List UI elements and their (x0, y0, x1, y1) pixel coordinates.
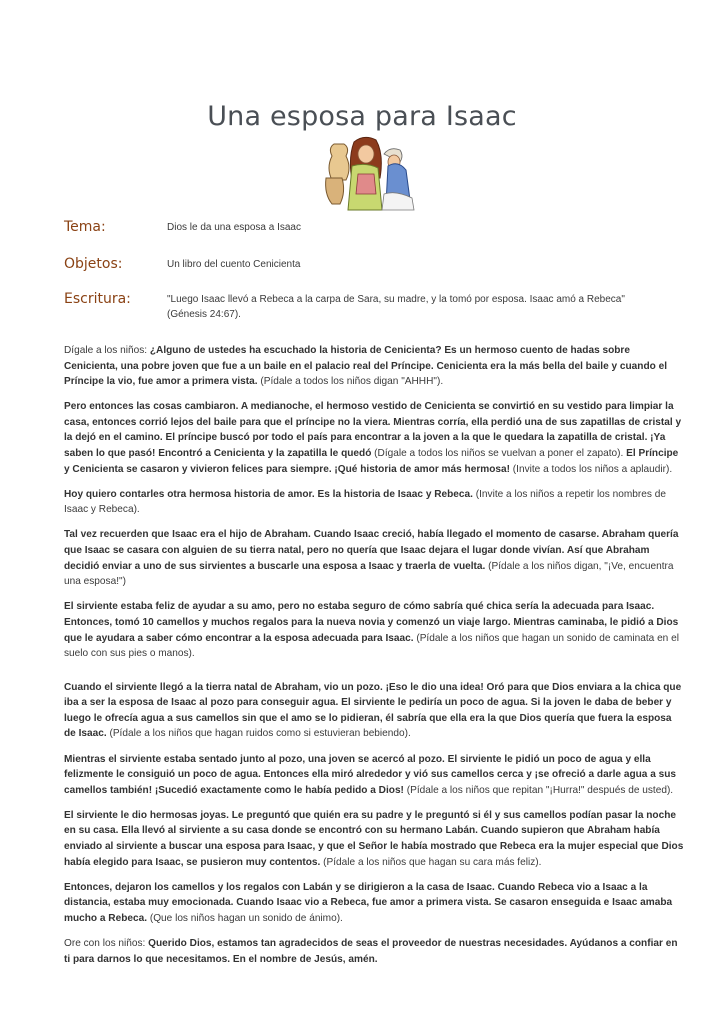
text-run-bold: Hoy quiero contarles otra hermosa historia de amor. Es la historia de Isaac y Rebeca. (64, 488, 473, 500)
lesson-body (64, 343, 684, 977)
text-run-bold: Tal vez recuerden que Isaac era el hijo de Abraham. Cuando Isaac creció, había llegado el momento de casarse. Abraham quería que Isaac se casara con alguien de su tierra natal, pero no quería que Isaac dejara el lugar donde vivían. Así que Abraham decidió enviar a uno de sus sirvientes a buscarle una esposa a Isaac y traerla de vuelta. (64, 529, 679, 572)
text-run-bold: El sirviente estaba feliz de ayudar a su amo, pero no estaba seguro de cómo sabría qué chica sería la adecuada para Isaac. Entonces, tomó 10 camellos y muchos regalos para la nueva novia y comenzó un viaje largo. Mientras caminaba, le pidió a Dios que le ayudara a saber cómo encontrar a la esposa adecuada para Isaac. (64, 601, 679, 644)
paragraph (64, 936, 684, 967)
paragraph (64, 527, 684, 589)
escritura-value: "Luego Isaac llevó a Rebeca a la carpa de Sara, su madre, y la tomó por esposa. Isaac amó a Rebeca" (Génesis 24:67). (167, 294, 625, 320)
escritura-label: Escritura: (64, 291, 131, 307)
paragraph (64, 808, 684, 870)
tema-label: Tema: (64, 219, 106, 235)
text-run: (Dígale a todos los niños se vuelvan a poner el zapato). (371, 448, 627, 460)
page-title: Una esposa para Isaac (207, 101, 517, 132)
paragraph (64, 752, 684, 799)
text-run-bold: El Príncipe y Cenicienta se casaron y vivieron felices para siempre. ¡Qué historia de amor más hermosa! (64, 448, 679, 475)
paragraph (64, 343, 684, 390)
text-run-bold: El sirviente le dio hermosas joyas. Le preguntó que quién era su padre y le preguntó si él y sus camellos podían pasar la noche en su casa. Ella llevó al sirviente a su casa donde se encontró con su hermano Labán. Cuando supieron que Abraham había enviado al sirviente a buscar una esposa para Isaac, y que el Señor le había mostrado que Rebeca era la mujer especial que Dios había elegido para Isaac, se pusieron muy contentos. (64, 809, 684, 868)
paragraph (64, 599, 684, 661)
text-run-bold: Entonces, dejaron los camellos y los regalos con Labán y se dirigieron a la casa de Isaac. Cuando Rebeca vio a Isaac a la distancia, estaba muy emocionada. Cuando Isaac vio a Rebeca, fue amor a primera vista. Se casaron enseguida e Isaac amaba mucho a Rebeca. (64, 881, 673, 924)
paragraph (64, 880, 684, 927)
text-run: (Pídale a los niños que hagan ruidos como si estuvieran bebiendo). (106, 728, 411, 740)
isaac-rebekah-illustration (318, 134, 418, 216)
paragraph (64, 680, 684, 742)
text-run: (Pídale a todos los niños digan "AHHH"). (257, 376, 444, 388)
text-run: Dígale a los niños: (64, 345, 150, 356)
text-run-bold: Cuando el sirviente llegó a la tierra natal de Abraham, vio un pozo. ¡Eso le dio una idea! Oró para que Dios enviara a la chica que iba a ser la esposa de Isaac al pozo para conseguir agua. El sirviente le pediría un poco de agua. Si la joven le daba de beber y luego le ofrecía agua a sus camellos sin que el amo se lo pidieran, él sabría que ella era la que Dios quería que fuera la esposa de Isaac. (64, 681, 682, 740)
text-run: (Invite a los niños a repetir los nombres de Isaac y Rebeca). (64, 488, 666, 516)
text-run-bold: Pero entonces las cosas cambiaron. A medianoche, el hermoso vestido de Cenicienta se convirtió en su vestido para limpiar la casa, entonces corrió lejos del baile para que el príncipe no la viera. Mientras corría, ella perdió una de sus zapatillas de cristal y la dejó en el camino. El príncipe buscó por todo el país para encontrar a la joven a la que le quedara la zapatilla de cristal. ¡Ya saben lo que pasó! Encontró a Cenicienta y la zapatilla le quedó (64, 401, 682, 460)
text-run: (Pídale a los niños que hagan su cara más feliz). (320, 856, 542, 868)
paragraph (64, 399, 684, 477)
text-run: (Pídale a los niños que repitan "¡Hurra!" después de usted). (403, 784, 674, 796)
tema-value: Dios le da una esposa a Isaac (167, 222, 301, 233)
text-run-bold: Querido Dios, estamos tan agradecidos de seas el proveedor de nuestras necesidades. Ayúdanos a confiar en ti para darnos lo que necesitamos. En el nombre de Jesús, amén. (64, 938, 678, 965)
text-run: Ore con los niños: (64, 938, 149, 949)
objetos-value: Un libro del cuento Cenicienta (167, 259, 301, 270)
objetos-label: Objetos: (64, 256, 123, 272)
text-run: (Pídale a los niños digan, "¡Ve, encuentra una esposa!") (64, 560, 674, 588)
text-run: (Pídale a los niños que hagan un sonido de caminata en el suelo con sus pies o manos). (64, 632, 679, 660)
text-run-bold: Mientras el sirviente estaba sentado junto al pozo, una joven se acercó al pozo. El sirviente le pidió un poco de agua y ella felizmente le consiguió un poco de agua. Entonces ella miró alrededor y vió sus camellos cerca y ¡se ofreció a darle agua a sus camellos también! ¡Sucedió exactamente como le había pedido a Dios! (64, 753, 677, 796)
text-run: (Que los niños hagan un sonido de ánimo). (147, 912, 343, 924)
paragraph (64, 487, 684, 518)
text-run-bold: ¿Alguno de ustedes ha escuchado la historia de Cenicienta? Es un hermoso cuento de hadas sobre Cenicienta, una pobre joven que fue a un baile en el palacio real del Príncipe. Cenicienta era la más bella del baile y cuando el Príncipe la vio, fue amor a primera vista. (64, 345, 668, 388)
text-run: (Invite a todos los niños a aplaudir). (510, 463, 673, 475)
